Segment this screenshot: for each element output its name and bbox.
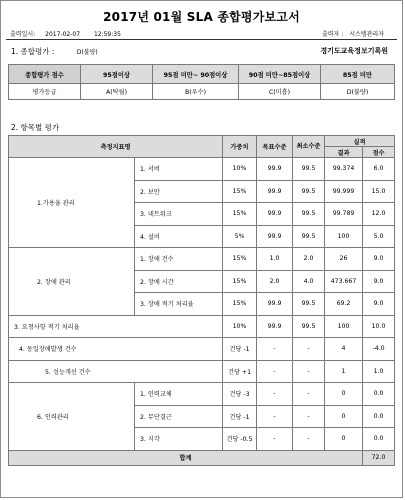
category-cell: 3. 요청사항 적기 처리율 [9,315,223,338]
target-cell: 99.9 [257,180,293,203]
item-eval-table [8,135,395,466]
printer-name: 시스템관리자 [349,31,384,38]
header-weight: 가중치 [223,136,257,158]
total-score: 72.0 [363,450,395,465]
subitem-cell: 3. 지각 [135,428,223,451]
weight-cell: 10% [223,158,257,181]
score-cell: 9.0 [363,248,395,271]
weight-cell: 건당 -0.5 [223,428,257,451]
category-cell: 1.가용율 관리 [9,158,135,248]
print-date: 2017-02-07 [45,31,81,38]
weight-cell: 건당 +1 [223,360,257,383]
result-cell: 99.374 [325,158,363,181]
result-cell: 99.789 [325,203,363,226]
minimum-cell: 99.5 [293,225,325,248]
target-cell: 1.0 [257,248,293,271]
target-cell: - [257,338,293,361]
subitem-cell: 3. 장애 적기 처리율 [135,293,223,316]
target-cell: 99.9 [257,203,293,226]
minimum-cell: 99.5 [293,180,325,203]
table-row [9,338,395,361]
minimum-cell: 99.5 [293,158,325,181]
result-cell: 0 [325,383,363,406]
total-label: 합계 [9,450,363,465]
subitem-cell: 3. 네트워크 [135,203,223,226]
header-score: 점수 [363,147,395,158]
grade-row [9,84,395,100]
grade-header-cell: 90점 미만~85점이상 [239,65,321,84]
subitem-cell: 1. 장애 건수 [135,248,223,271]
weight-cell: 15% [223,270,257,293]
report-title: 2017년 01월 SLA 종합평가보고서 [103,10,300,24]
total-row [9,450,395,465]
target-cell: 2.0 [257,270,293,293]
category-cell: 5. 성능개선 건수 [9,360,223,383]
result-cell: 26 [325,248,363,271]
minimum-cell: 99.5 [293,315,325,338]
print-date-label: 출력일시: [10,31,36,38]
category-cell: 6. 인력관리 [9,383,135,451]
weight-cell: 15% [223,293,257,316]
overall-eval-value: D(불량) [76,49,98,56]
grade-header-cell: 종합평가 점수 [9,65,81,84]
result-cell: 4 [325,338,363,361]
target-cell: 99.9 [257,158,293,181]
table-row [9,315,395,338]
header-target: 목표수준 [257,136,293,158]
table-row [9,248,395,271]
score-cell: 9.0 [363,293,395,316]
grade-header-cell: 95점이상 [81,65,153,84]
score-cell: 0.0 [363,428,395,451]
divider [6,39,397,40]
score-cell: 0.0 [363,405,395,428]
score-cell: 6.0 [363,158,395,181]
score-cell: 12.0 [363,203,395,226]
minimum-cell: - [293,428,325,451]
result-cell: 0 [325,405,363,428]
print-datetime [10,29,125,38]
organization-name: 경기도교육정보기록원 [320,47,388,55]
subitem-cell: 4. 설비 [135,225,223,248]
overall-eval [11,46,98,57]
target-cell: 99.9 [257,225,293,248]
result-cell: 99.999 [325,180,363,203]
header-actual: 실적 [325,136,395,147]
grade-cell: C(미흡) [239,84,321,100]
category-cell: 2. 장애 관리 [9,248,135,316]
printer-info [322,29,388,38]
header-result: 결과 [325,147,363,158]
subitem-cell: 2. 장애 시간 [135,270,223,293]
weight-cell: 15% [223,248,257,271]
grade-cell: D(불량) [321,84,395,100]
score-cell: 0.0 [363,383,395,406]
weight-cell: 10% [223,315,257,338]
minimum-cell: 99.5 [293,203,325,226]
score-cell: 15.0 [363,180,395,203]
header-minimum: 최소수준 [293,136,325,158]
result-cell: 473.667 [325,270,363,293]
subitem-cell: 2. 보안 [135,180,223,203]
weight-cell: 건당 -1 [223,338,257,361]
weight-cell: 5% [223,225,257,248]
overall-eval-label: 1. 종합평가 : [11,47,55,56]
table-row [9,383,395,406]
printer-label: 출력자 : [321,31,344,38]
eval-header-row [9,136,395,147]
print-time: 12:59:35 [93,31,121,38]
grade-table [8,64,395,100]
target-cell: - [257,428,293,451]
target-cell: - [257,405,293,428]
score-cell: -4.0 [363,338,395,361]
weight-cell: 건당 -1 [223,405,257,428]
minimum-cell: 2.0 [293,248,325,271]
score-cell: 9.0 [363,270,395,293]
grade-cell: 평가등급 [9,84,81,100]
minimum-cell: - [293,383,325,406]
target-cell: 99.9 [257,315,293,338]
table-row [9,360,395,383]
grade-header-cell: 95점 미만~ 90점이상 [153,65,239,84]
result-cell: 69.2 [325,293,363,316]
result-cell: 100 [325,225,363,248]
minimum-cell: - [293,360,325,383]
grade-header-cell: 85점 미만 [321,65,395,84]
subitem-cell: 1. 인력교체 [135,383,223,406]
result-cell: 100 [325,315,363,338]
category-cell: 4. 동일장애발생 건수 [9,338,223,361]
score-cell: 5.0 [363,225,395,248]
item-eval-heading: 2. 항목별 평가 [11,123,60,132]
table-row [9,158,395,181]
target-cell: - [257,360,293,383]
minimum-cell: 4.0 [293,270,325,293]
subitem-cell: 2. 무단결근 [135,405,223,428]
grade-cell: A(탁월) [81,84,153,100]
weight-cell: 15% [223,203,257,226]
score-cell: 10.0 [363,315,395,338]
target-cell: 99.9 [257,293,293,316]
weight-cell: 건당 -3 [223,383,257,406]
header-indicator: 측정지표명 [9,136,223,158]
result-cell: 0 [325,428,363,451]
score-cell: 1.0 [363,360,395,383]
subitem-cell: 1. 서버 [135,158,223,181]
minimum-cell: - [293,338,325,361]
minimum-cell: - [293,405,325,428]
minimum-cell: 99.5 [293,293,325,316]
weight-cell: 15% [223,180,257,203]
result-cell: 1 [325,360,363,383]
grade-cell: B(우수) [153,84,239,100]
target-cell: - [257,383,293,406]
grade-header-row [9,65,395,84]
